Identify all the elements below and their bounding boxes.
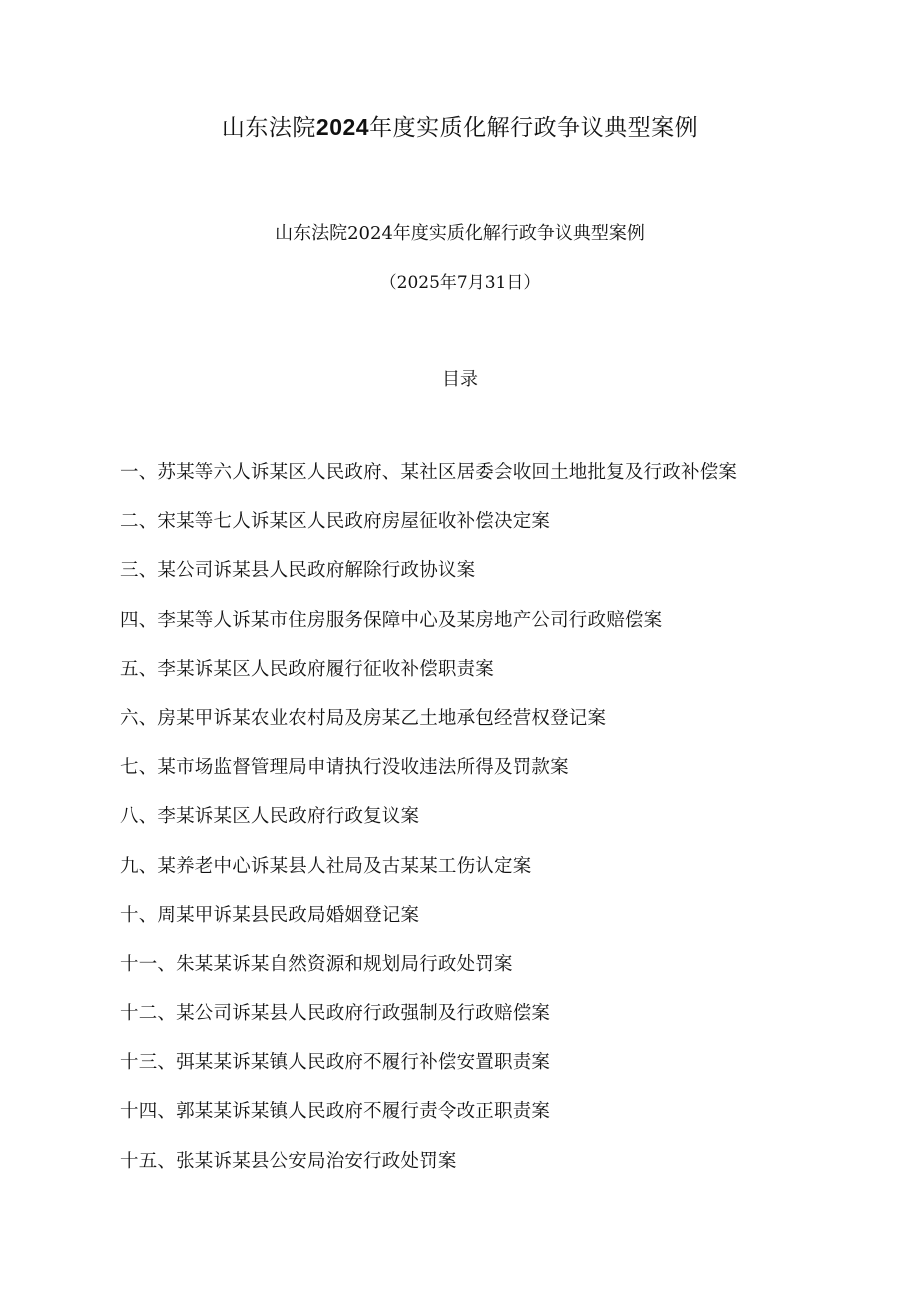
- toc-item: 十三、弭某某诉某镇人民政府不履行补偿安置职责案: [120, 1052, 551, 1074]
- toc-item: 三、某公司诉某县人民政府解除行政协议案: [120, 560, 476, 582]
- toc-item: 四、李某等人诉某市住房服务保障中心及某房地产公司行政赔偿案: [120, 609, 663, 631]
- title-year: 2024: [315, 114, 370, 140]
- toc-item: 六、房某甲诉某农业农村局及房某乙土地承包经营权登记案: [120, 707, 607, 729]
- toc-item: 十四、郭某某诉某镇人民政府不履行责令改正职责案: [120, 1101, 551, 1123]
- table-of-contents: [120, 458, 820, 1196]
- toc-heading: 目录: [442, 369, 478, 390]
- toc-item: 十一、朱某某诉某自然资源和规划局行政处罚案: [120, 953, 513, 975]
- toc-item: 五、李某诉某区人民政府履行征收补偿职责案: [120, 658, 495, 680]
- toc-item: 一、苏某等六人诉某区人民政府、某社区居委会收回土地批复及行政补偿案: [120, 462, 738, 483]
- toc-item: 十五、张某诉某县公安局治安行政处罚案: [120, 1150, 457, 1172]
- document-date: （2025年7月31日）: [379, 273, 541, 293]
- toc-item: 十二、某公司诉某县人民政府行政强制及行政赔偿案: [120, 1003, 551, 1025]
- title-suffix: 年度实质化解行政争议典型案例: [369, 115, 699, 141]
- document-subtitle: 山东法院2024年度实质化解行政争议典型案例: [275, 223, 645, 244]
- document-title: [0, 110, 920, 145]
- title-prefix: 山东法院: [221, 115, 316, 141]
- toc-item: 七、某市场监督管理局申请执行没收违法所得及罚款案: [120, 757, 569, 779]
- toc-item: 二、宋某等七人诉某区人民政府房屋征收补偿决定案: [120, 511, 551, 533]
- toc-item: 八、李某诉某区人民政府行政复议案: [120, 806, 420, 828]
- toc-item: 十、周某甲诉某县民政局婚姻登记案: [120, 904, 420, 926]
- toc-item: 九、某养老中心诉某县人社局及古某某工伤认定案: [120, 855, 532, 877]
